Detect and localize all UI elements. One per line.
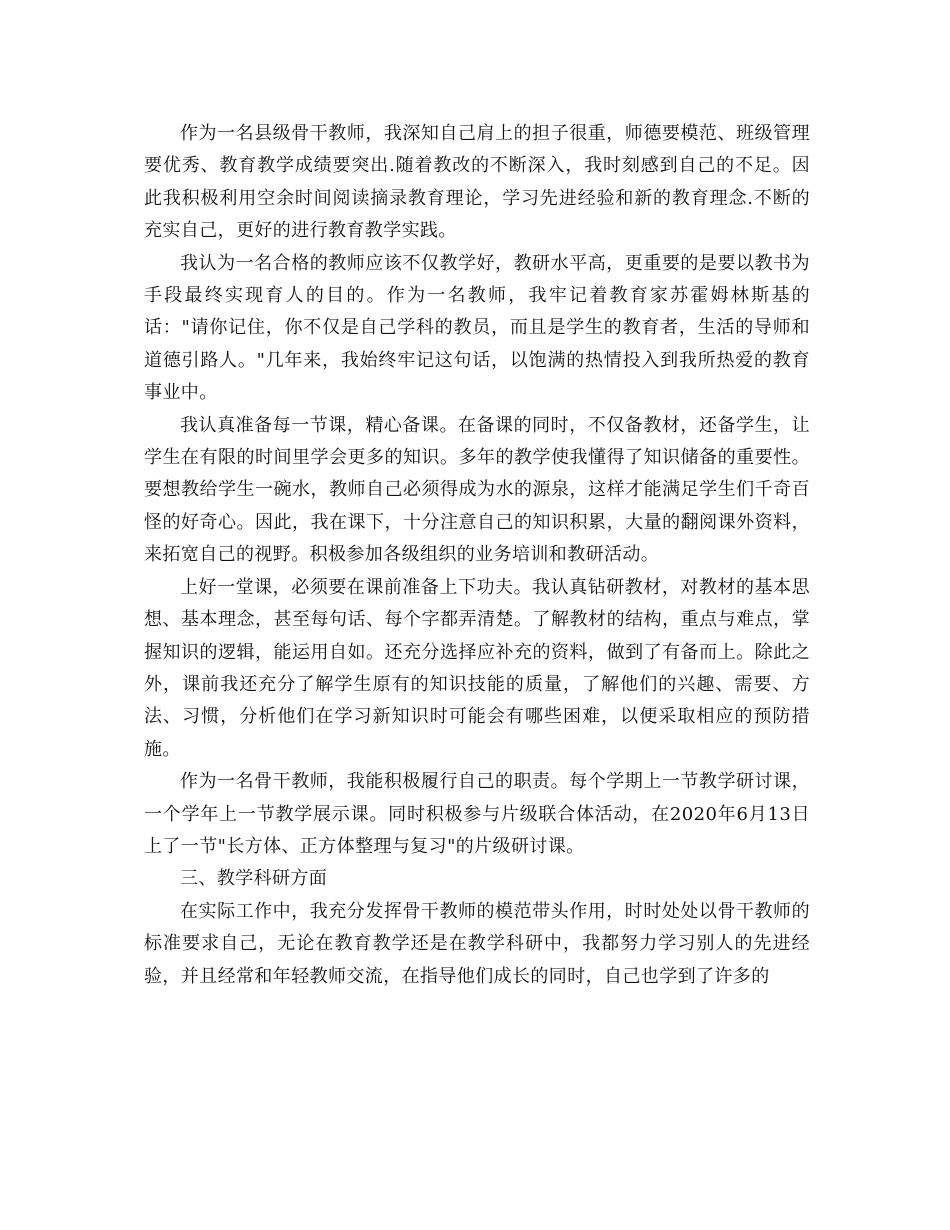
paragraph-lesson-preparation: 我认真准备每一节课，精心备课。在备课的同时，不仅备教材，还备学生，让学生在有限的时间里学会更多的知识。多年的教学使我懂得了知识储备的重要性。要想教给学生一碗水，教师自己必须得成为水的源泉，这样才能满足学生们千奇百怪的好奇心。因此，我在课下，十分注意自己的知识积累，大量的翻阅课外资料，来拓宽自己的视野。积极参加各级组织的业务培训和教研活动。 [144, 414, 810, 566]
paragraph-practical-work: 在实际工作中，我充分发挥骨干教师的模范带头作用，时时处处以骨干教师的标准要求自己，无论在教育教学还是在教学科研中，我都努力学习别人的先进经验，并且经常和年轻教师交流，在指导他们成长的同时，自己也学到了许多的 [144, 900, 810, 987]
paragraph-backbone-duties: 作为一名骨干教师，我能积极履行自己的职责。每个学期上一节教学研讨课，一个学年上一节教学展示课。同时积极参与片级联合体活动，在2020年6月13日上了一节"长方体、正方体整理与复习"的片级研讨课。 [144, 771, 810, 857]
document-body [144, 118, 810, 993]
paragraph-qualified-teacher: 我认为一名合格的教师应该不仅教学好，教研水平高，更重要的是要以教书为手段最终实现育人的目的。作为一名教师，我牢记着教育家苏霍姆林斯基的话："请你记住，你不仅是自己学科的教员，而且是学生的教育者，生活的导师和道德引路人。"几年来，我始终牢记这句话，以饱满的热情投入到我所热爱的教育事业中。 [144, 252, 810, 404]
paragraph-good-lesson: 上好一堂课，必须要在课前准备上下功夫。我认真钻研教材，对教材的基本思想、基本理念，甚至每句话、每个字都弄清楚。了解教材的结构，重点与难点，掌握知识的逻辑，能运用自如。还充分选择应补充的资料，做到了有备而上。除此之外，课前我还充分了解学生原有的知识技能的质量，了解他们的兴趣、需要、方法、习惯，分析他们在学习新知识时可能会有哪些困难，以便采取相应的预防措施。 [144, 576, 810, 760]
paragraph-teacher-role: 作为一名县级骨干教师，我深知自己肩上的担子很重，师德要模范、班级管理要优秀、教育教学成绩要突出.随着教改的不断深入，我时刻感到自己的不足。因此我积极利用空余时间阅读摘录教育理论，学习先进经验和新的教育理念.不断的充实自己，更好的进行教育教学实践。 [144, 123, 810, 242]
section-heading: 三、教学科研方面 [180, 868, 328, 890]
